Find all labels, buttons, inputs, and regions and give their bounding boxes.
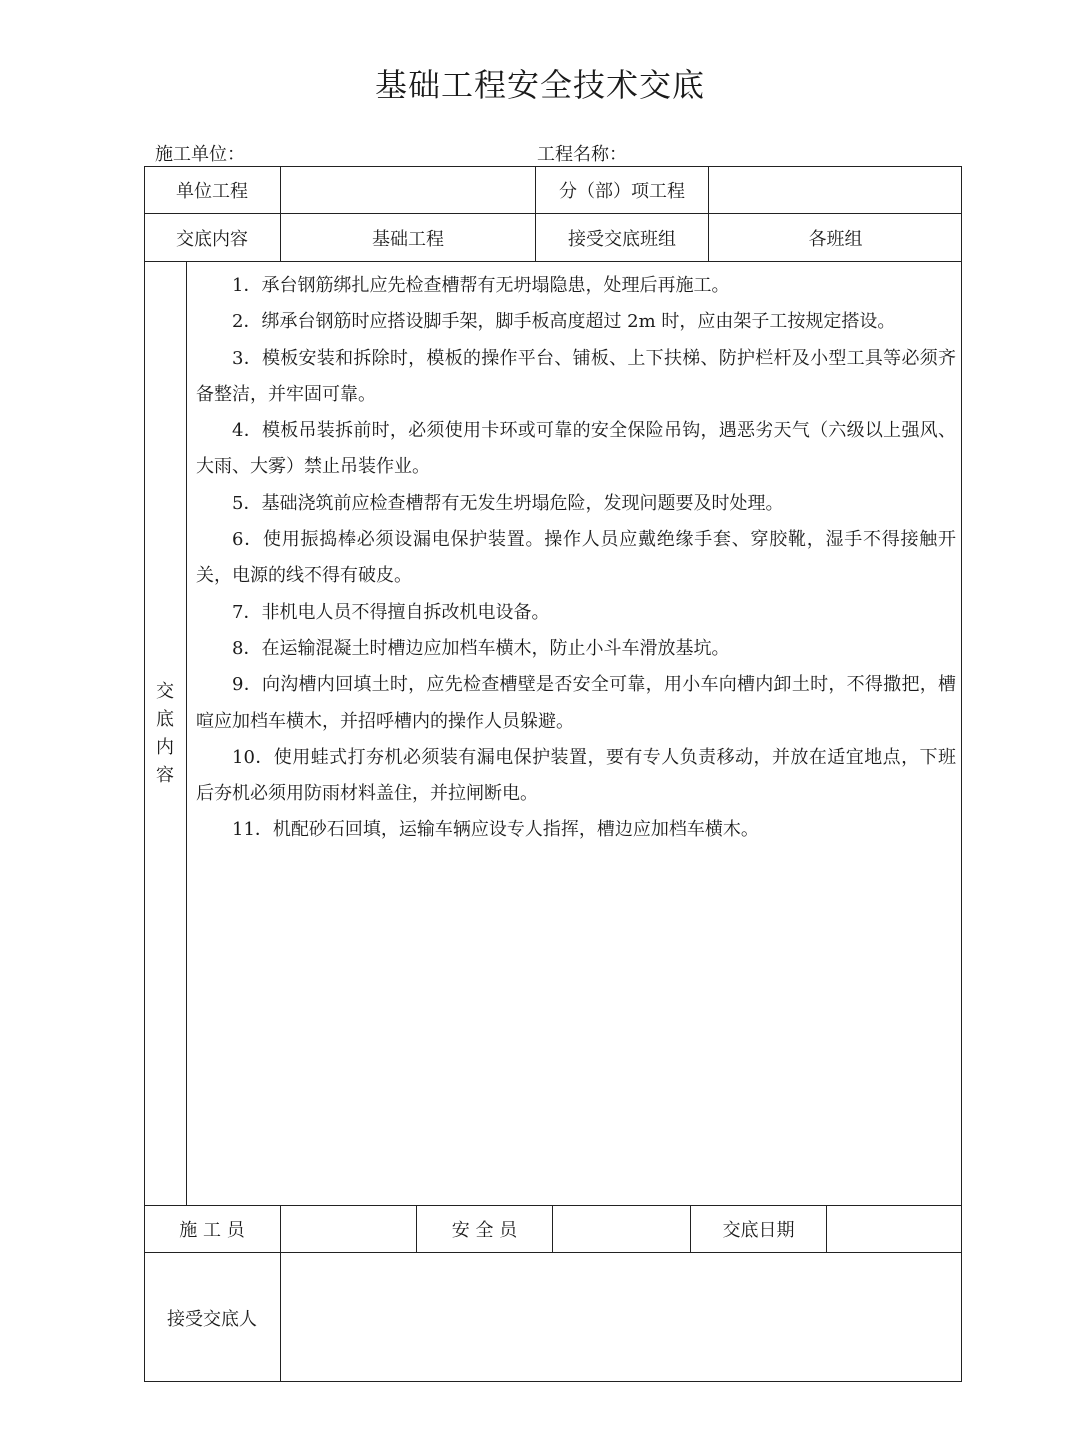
unit-project-value[interactable] bbox=[281, 166, 535, 213]
disclosure-item: 5．基础浇筑前应检查槽帮有无发生坍塌危险，发现问题要及时处理。 bbox=[232, 492, 784, 514]
disclosure-content-label: 交底内容 bbox=[176, 228, 248, 250]
safety-officer-label: 安 全 员 bbox=[451, 1220, 518, 1241]
document-title: 基础工程安全技术交底 bbox=[374, 66, 705, 104]
constructor-label: 施 工 员 bbox=[179, 1220, 245, 1241]
disclosure-item: 6．使用振捣棒必须设漏电保护装置。操作人员应戴绝缘手套、穿胶靴，湿手不得接触开关，电源的线不得有破皮。 bbox=[196, 529, 956, 587]
disclosure-item: 10．使用蛙式打夯机必须装有漏电保护装置，要有专人负责移动，并放在适宜地点，下班后夯机必须用防雨材料盖住，并拉闸断电。 bbox=[196, 746, 956, 805]
disclosure-item: 11．机配砂石回填，运输车辆应设专人指挥，槽边应加档车横木。 bbox=[232, 819, 759, 841]
disclosure-item: 2．绑承台钢筋时应搭设脚手架，脚手板高度超过 2m 时，应由架子工按规定搭设。 bbox=[232, 311, 896, 333]
disclosure-content-value[interactable]: 基础工程 bbox=[372, 228, 444, 250]
disclosure-item: 1．承台钢筋绑扎应先检查槽帮有无坍塌隐患，处理后再施工。 bbox=[232, 275, 730, 296]
sub-project-value[interactable] bbox=[709, 166, 962, 213]
receiver-label: 接受交底人 bbox=[167, 1308, 257, 1330]
row-divider bbox=[144, 261, 962, 262]
disclosure-item: 3．模板安装和拆除时，模板的操作平台、铺板、上下扶梯、防护栏杆及小型工具等必须齐备整洁，并牢固可靠。 bbox=[196, 347, 956, 405]
constructor-signature-field[interactable] bbox=[281, 1206, 416, 1252]
disclosure-items bbox=[196, 268, 956, 849]
disclosure-date-field[interactable] bbox=[827, 1206, 962, 1252]
safety-officer-signature-field[interactable] bbox=[553, 1206, 690, 1252]
section-label-disclosure-content bbox=[144, 262, 186, 1206]
disclosure-item: 9．向沟槽内回填土时，应先检查槽壁是否安全可靠，用小车向槽内卸土时，不得撒把，槽喧应加档车横木，并招呼槽内的操作人员躲避。 bbox=[196, 674, 956, 732]
disclosure-item: 4．模板吊装拆前时，必须使用卡环或可靠的安全保险吊钩，遇恶劣天气（六级以上强风、大雨、大雾）禁止吊装作业。 bbox=[196, 420, 956, 478]
column-divider bbox=[186, 261, 187, 1205]
project-name-label: 工程名称： bbox=[537, 144, 627, 165]
section-label-char: 交 bbox=[156, 681, 174, 702]
receiving-team-value[interactable]: 各班组 bbox=[808, 228, 863, 250]
disclosure-item: 8．在运输混凝土时槽边应加档车横木，防止小斗车滑放基坑。 bbox=[232, 637, 730, 659]
receiver-signature-field[interactable] bbox=[281, 1253, 962, 1382]
sub-project-label: 分（部）项工程 bbox=[559, 180, 685, 202]
disclosure-date-label: 交底日期 bbox=[722, 1220, 795, 1241]
section-label-char: 内 bbox=[156, 737, 174, 758]
section-label-char: 容 bbox=[156, 765, 174, 786]
receiving-team-label: 接受交底班组 bbox=[568, 228, 676, 250]
section-label-char: 底 bbox=[156, 709, 174, 730]
unit-project-label: 单位工程 bbox=[176, 180, 248, 202]
construction-unit-label: 施工单位： bbox=[155, 144, 245, 165]
disclosure-item: 7．非机电人员不得擅自拆改机电设备。 bbox=[232, 601, 550, 623]
